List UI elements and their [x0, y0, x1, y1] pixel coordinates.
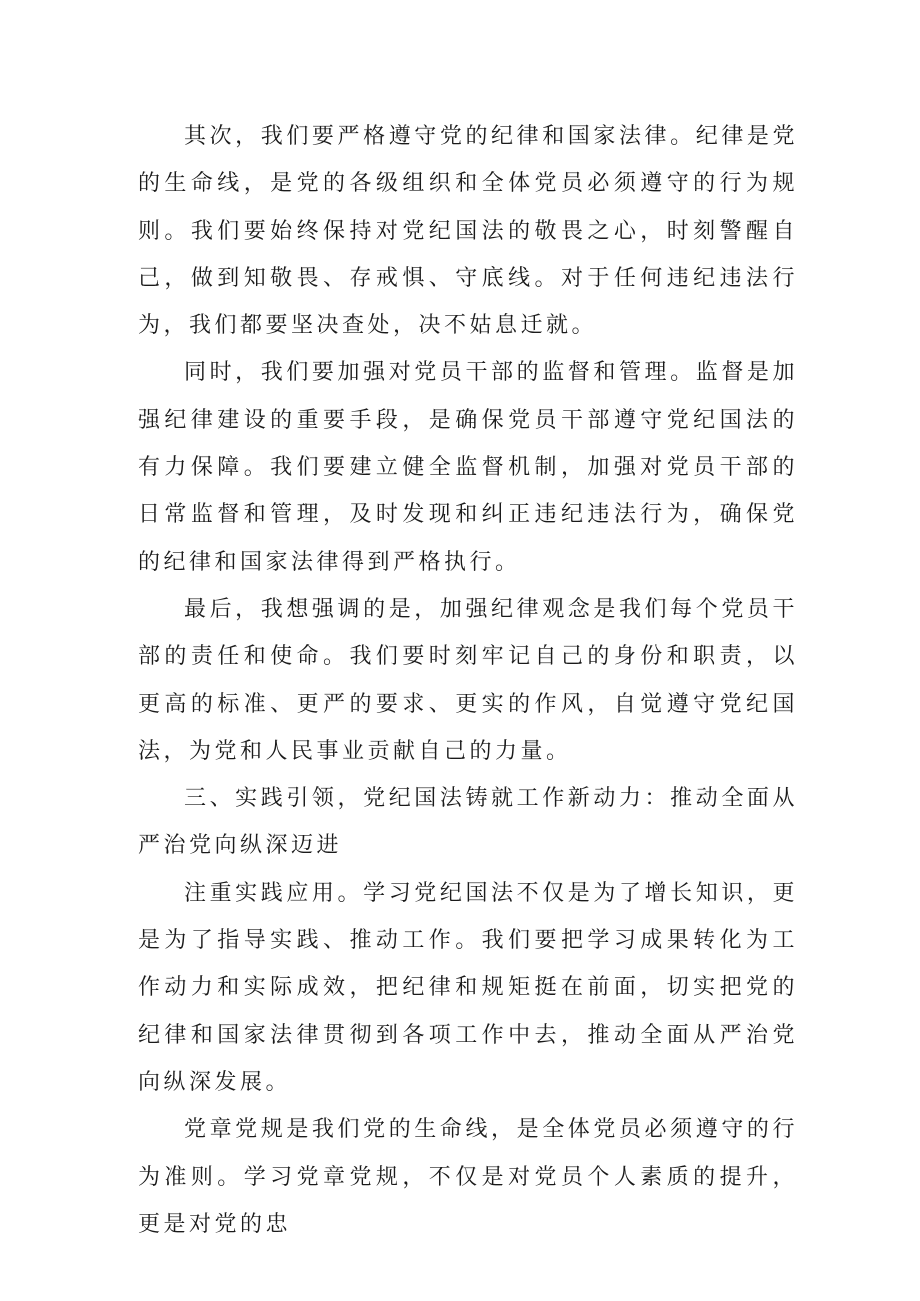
section-heading-practice: 三、实践引领，党纪国法铸就工作新动力：推动全面从严治党向纵深迈进 [138, 786, 798, 859]
paragraph-responsibility: 最后，我想强调的是，加强纪律观念是我们每个党员干部的责任和使命。我们要时刻牢记自己的身份和职责，以更高的标准、更严的要求、更实的作风，自觉遵守党纪国法，为党和人民事业贡献自己的力量。 [138, 596, 798, 764]
paragraph-party-constitution: 党章党规是我们党的生命线，是全体党员必须遵守的行为准则。学习党章党规，不仅是对党员个人素质的提升，更是对党的忠 [138, 1117, 798, 1237]
paragraph-discipline-law: 其次，我们要严格遵守党的纪律和国家法律。纪律是党的生命线，是党的各级组织和全体党员必须遵守的行为规则。我们要始终保持对党纪国法的敬畏之心，时刻警醒自己，做到知敬畏、存戒惧、守底线。对于任何违纪违法行为，我们都要坚决查处，决不姑息迁就。 [138, 124, 798, 339]
paragraph-practice-application: 注重实践应用。学习党纪国法不仅是为了增长知识，更是为了指导实践、推动工作。我们要把学习成果转化为工作动力和实际成效，把纪律和规矩挺在前面，切实把党的纪律和国家法律贯彻到各项工作中去，推动全面从严治党向纵深发展。 [138, 880, 798, 1095]
document-body [138, 113, 798, 1248]
paragraph-supervision: 同时，我们要加强对党员干部的监督和管理。监督是加强纪律建设的重要手段，是确保党员干部遵守党纪国法的有力保障。我们要建立健全监督机制，加强对党员干部的日常监督和管理，及时发现和纠正违纪违法行为，确保党的纪律和国家法律得到严格执行。 [138, 360, 798, 575]
